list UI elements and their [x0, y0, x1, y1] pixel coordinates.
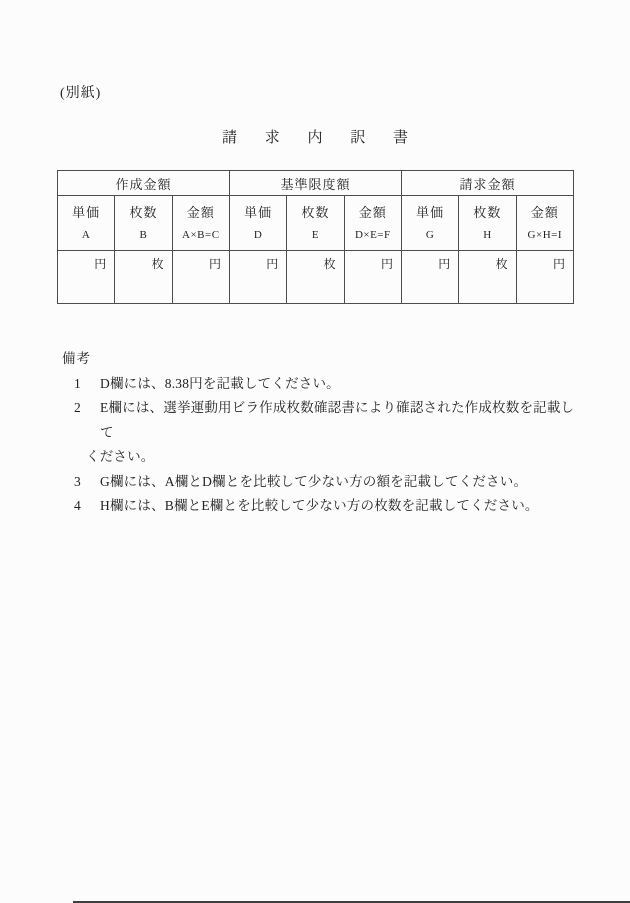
remark-number: 3 — [74, 473, 81, 489]
unit-label-sheets: 枚 — [151, 257, 164, 271]
entry-cell-d — [230, 251, 287, 304]
col-letter: B — [139, 229, 148, 241]
col-header-sheet-count-b — [115, 196, 172, 251]
col-letter: H — [483, 229, 492, 241]
table-row-group-headers — [58, 171, 574, 196]
col-label: 枚数 — [301, 205, 330, 220]
remark-line: G欄には、A欄とD欄とを比較して少ない方の額を記載してください。 — [100, 473, 528, 489]
unit-label-yen: 円 — [94, 257, 107, 271]
remark-line-continuation: ください。 — [86, 449, 155, 465]
unit-label-sheets: 枚 — [323, 257, 336, 271]
col-label: 枚数 — [129, 205, 158, 220]
unit-label-yen: 円 — [380, 257, 393, 271]
col-letter: G×H=I — [527, 229, 563, 241]
remark-text — [100, 494, 582, 519]
remark-line: E欄には、選挙運動用ビラ作成枚数確認書により確認された作成枚数を記載して — [100, 400, 575, 440]
col-letter: D — [253, 229, 263, 241]
unit-label-yen: 円 — [552, 257, 565, 271]
remark-number: 4 — [74, 498, 81, 514]
table-row-entry — [58, 251, 574, 304]
unit-label-sheets: 枚 — [495, 257, 508, 271]
attachment-tag: (別紙) — [60, 86, 102, 101]
col-letter: A×B=C — [182, 229, 220, 241]
col-label: 単価 — [244, 205, 273, 220]
entry-cell-a — [58, 251, 115, 304]
col-label: 金額 — [530, 205, 559, 220]
col-header-amount-f — [344, 196, 401, 251]
col-header-amount-i — [516, 196, 573, 251]
col-header-unit-price-a — [58, 196, 115, 251]
col-header-sheet-count-e — [287, 196, 344, 251]
col-header-sheet-count-h — [459, 196, 516, 251]
table-row-column-headers — [58, 196, 574, 251]
remark-text — [100, 372, 582, 397]
entry-cell-i — [516, 251, 573, 304]
col-label: 単価 — [72, 205, 101, 220]
group-header-billing-amount: 請求金額 — [401, 171, 573, 196]
col-label: 金額 — [186, 205, 215, 220]
entry-cell-h — [459, 251, 516, 304]
billing-breakdown-table — [57, 170, 574, 304]
col-header-unit-price-g — [401, 196, 458, 251]
col-label: 枚数 — [473, 205, 502, 220]
col-label: 金額 — [358, 205, 387, 220]
group-header-standard-limit: 基準限度額 — [230, 171, 402, 196]
remarks-heading: 備考 — [62, 351, 91, 366]
col-header-amount-c — [172, 196, 229, 251]
remark-item-2 — [62, 396, 582, 470]
remark-text — [86, 396, 582, 470]
entry-cell-f — [344, 251, 401, 304]
col-label: 単価 — [416, 205, 445, 220]
entry-cell-e — [287, 251, 344, 304]
remark-line: D欄には、8.38円を記載してください。 — [100, 375, 340, 391]
unit-label-yen: 円 — [266, 257, 279, 271]
col-header-unit-price-d — [230, 196, 287, 251]
remark-item-4 — [62, 494, 582, 519]
entry-cell-g — [401, 251, 458, 304]
remark-number: 1 — [74, 375, 81, 391]
remark-number: 2 — [74, 400, 81, 416]
remark-line: H欄には、B欄とE欄とを比較して少ない方の枚数を記載してください。 — [100, 498, 539, 514]
unit-label-yen: 円 — [208, 257, 221, 271]
remark-item-1 — [62, 372, 582, 397]
entry-cell-c — [172, 251, 229, 304]
col-letter: G — [425, 229, 435, 241]
unit-label-yen: 円 — [438, 257, 451, 271]
col-letter: A — [81, 229, 91, 241]
page-title: 請 求 内 訳 書 — [221, 130, 420, 146]
group-header-creation-amount: 作成金額 — [58, 171, 230, 196]
entry-cell-b — [115, 251, 172, 304]
col-letter: E — [311, 229, 320, 241]
remarks-section — [62, 347, 582, 519]
remark-text — [100, 470, 582, 495]
remark-item-3 — [62, 470, 582, 495]
col-letter: D×E=F — [354, 229, 391, 241]
